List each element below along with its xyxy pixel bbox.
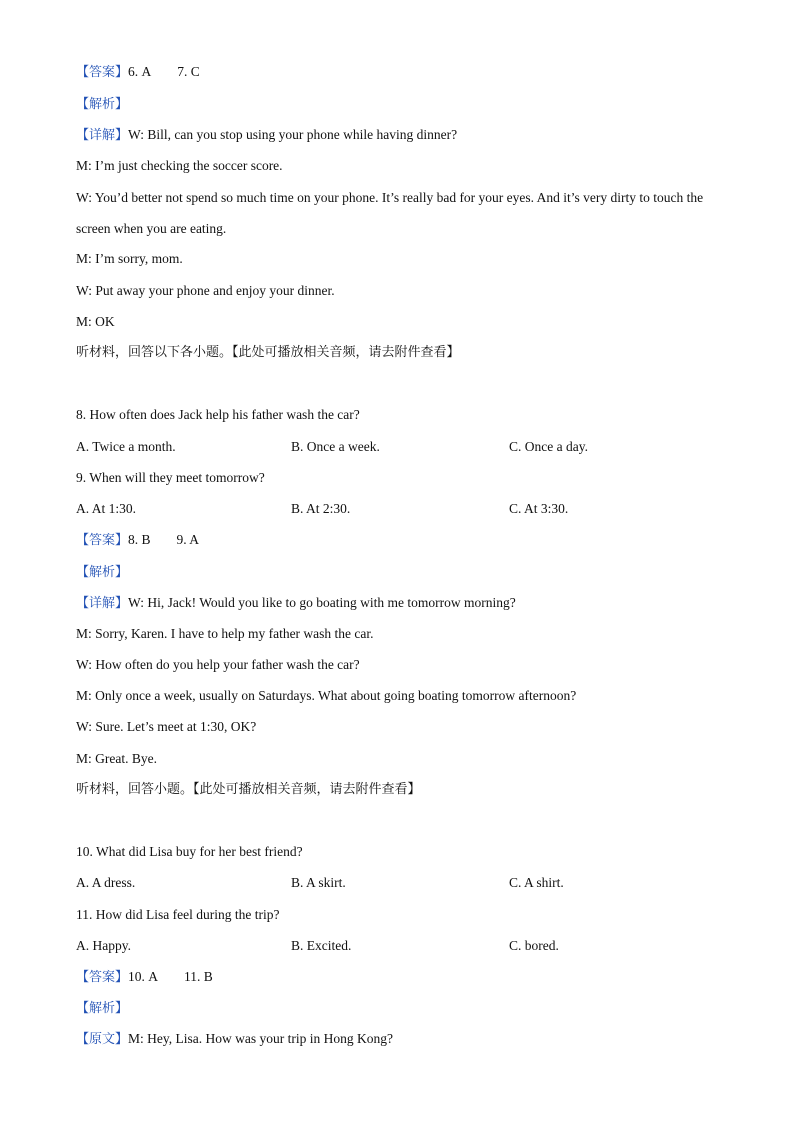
audio-instruction: 听材料，回答以下各小题。【此处可播放相关音频，请去附件查看】: [76, 345, 460, 360]
analysis-tag: 【解析】: [76, 565, 129, 580]
original-tag: 【原文】: [76, 1032, 129, 1047]
option-c: C. Once a day.: [509, 439, 588, 454]
question-text: 9. When will they meet tomorrow?: [76, 470, 265, 485]
dialogue-line: [76, 1030, 726, 1049]
analysis-tag: 【解析】: [76, 1001, 129, 1016]
answer-item: 8. B: [128, 532, 151, 547]
question-text: 8. How often does Jack help his father wash the car?: [76, 407, 360, 422]
answer-tag: 【答案】: [76, 65, 129, 80]
dialogue-line: M: I’m sorry, mom.: [76, 251, 183, 266]
dialogue-line: M: I’m just checking the soccer score.: [76, 158, 283, 173]
dialogue-text: W: Bill, can you stop using your phone while having dinner?: [128, 127, 458, 142]
answer-tag: 【答案】: [76, 533, 129, 548]
detail-tag: 【详解】: [76, 128, 129, 143]
option-a: A. Happy.: [76, 938, 131, 953]
analysis-heading: [76, 95, 726, 114]
dialogue-line: M: Only once a week, usually on Saturdays. What about going boating tomorrow afternoon?: [76, 688, 577, 703]
option-b: B. Excited.: [291, 938, 352, 953]
dialogue-line: W: How often do you help your father wash the car?: [76, 657, 360, 672]
audio-instruction: 听材料，回答小题。【此处可播放相关音频，请去附件查看】: [76, 782, 421, 797]
question-text: 10. What did Lisa buy for her best friend?: [76, 844, 303, 859]
dialogue-line: [76, 126, 726, 145]
answer-item: 11. B: [184, 969, 213, 984]
answer-line: [76, 968, 726, 987]
option-c: C. A shirt.: [509, 875, 564, 890]
dialogue-line: M: Sorry, Karen. I have to help my father wash the car.: [76, 626, 374, 641]
analysis-heading: [76, 999, 726, 1018]
answer-item: 7. C: [177, 64, 200, 79]
answer-line: [76, 531, 726, 550]
option-b: B. Once a week.: [291, 439, 380, 454]
answer-item: 9. A: [176, 532, 200, 547]
answer-tag: 【答案】: [76, 970, 129, 985]
option-b: B. At 2:30.: [291, 501, 351, 516]
dialogue-text: W: Hi, Jack! Would you like to go boating with me tomorrow morning?: [128, 595, 516, 610]
detail-tag: 【详解】: [76, 596, 129, 611]
option-c: C. bored.: [509, 938, 559, 953]
dialogue-line: [76, 594, 726, 613]
answer-line: [76, 63, 726, 82]
option-c: C. At 3:30.: [509, 501, 569, 516]
answer-item: 10. A: [128, 969, 159, 984]
dialogue-line: M: OK: [76, 314, 115, 329]
option-a: A. A dress.: [76, 875, 136, 890]
question-text: 11. How did Lisa feel during the trip?: [76, 907, 280, 922]
dialogue-line: W: You’d better not spend so much time on your phone. It’s really bad for your eyes. And it’s very dirty to touch the screen when you are eating.: [76, 190, 704, 236]
option-a: A. At 1:30.: [76, 501, 137, 516]
analysis-heading: [76, 563, 726, 582]
option-a: A. Twice a month.: [76, 439, 176, 454]
dialogue-line: W: Put away your phone and enjoy your dinner.: [76, 283, 335, 298]
option-b: B. A skirt.: [291, 875, 346, 890]
analysis-tag: 【解析】: [76, 97, 129, 112]
dialogue-text: M: Hey, Lisa. How was your trip in Hong Kong?: [128, 1031, 393, 1046]
dialogue-line: M: Great. Bye.: [76, 751, 157, 766]
dialogue-line: W: Sure. Let’s meet at 1:30, OK?: [76, 719, 257, 734]
answer-item: 6. A: [128, 64, 152, 79]
